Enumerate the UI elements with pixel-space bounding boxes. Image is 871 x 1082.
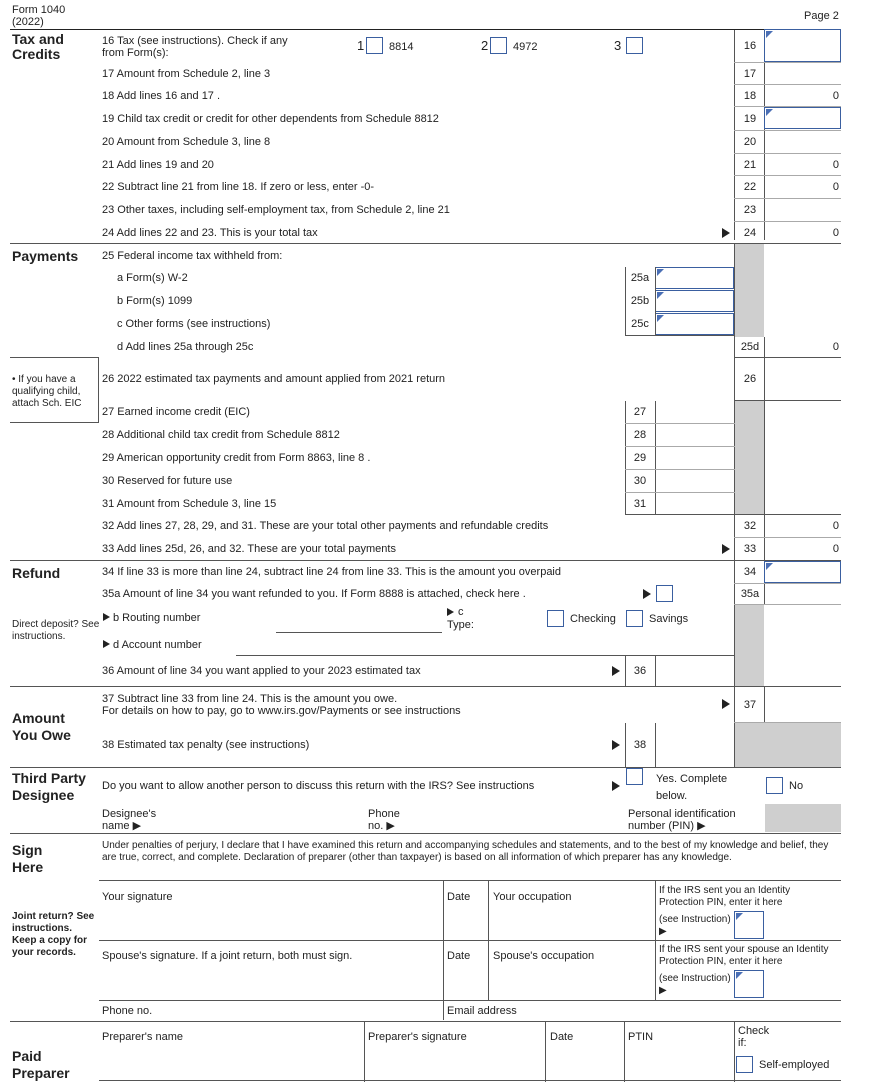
form-4972-label: 4972 <box>513 41 538 53</box>
spouse-date-label: Date <box>447 950 471 962</box>
ip-pin-input[interactable] <box>734 911 764 939</box>
line-25b-label: b Form(s) 1099 <box>117 295 193 307</box>
line-29-label: 29 American opportunity credit from Form 8863, line 8 . <box>102 452 371 464</box>
line-num-36: 36 <box>633 665 647 677</box>
spouse-ip-pin-label: If the IRS sent your spouse an Identity Protection PIN, enter it here <box>659 944 829 967</box>
line-num-30: 30 <box>633 475 647 487</box>
routing-arrow-icon <box>103 613 110 621</box>
phone-label: Phone no. <box>102 1005 153 1017</box>
designee-no-checkbox[interactable] <box>766 777 783 794</box>
spouse-occupation-label: Spouse's occupation <box>493 950 595 962</box>
eic-note: • If you have a qualifying child, attach Sch. EIC <box>12 374 82 409</box>
spouse-ip-pin-input[interactable] <box>734 970 764 998</box>
form-8814-checkbox[interactable] <box>366 37 383 54</box>
section-paid-preparer: Paid Preparer <box>12 1048 70 1081</box>
line-25d-label: d Add lines 25a through 25c <box>117 341 254 353</box>
line-22-value: 0 <box>832 181 839 193</box>
line-num-19: 19 <box>743 113 757 125</box>
ip-pin-see: (see Instruction) ▶ <box>659 914 731 937</box>
line-36-arrow-icon <box>612 666 620 676</box>
line-16-input[interactable] <box>764 29 841 62</box>
line-20-label: 20 Amount from Schedule 3, line 8 <box>102 136 271 148</box>
line-num-25a: 25a <box>630 272 650 284</box>
line-num-22: 22 <box>743 181 757 193</box>
form-check-1-label: 1 <box>357 38 365 53</box>
section-third-party: Third Party Designee <box>12 770 86 803</box>
account-number-label: d Account number <box>113 639 202 651</box>
line-num-38: 38 <box>633 739 647 751</box>
spouse-signature-label: Spouse's signature. If a joint return, both must sign. <box>102 950 353 962</box>
page-number: Page 2 <box>804 10 839 22</box>
line-25b-input[interactable] <box>655 290 734 312</box>
line-25a-label: a Form(s) W-2 <box>117 272 188 284</box>
line-18-value: 0 <box>832 90 839 102</box>
line-35a-arrow-icon <box>643 589 651 599</box>
line-num-17: 17 <box>743 68 757 80</box>
line-num-28: 28 <box>633 429 647 441</box>
ip-pin-label: If the IRS sent you an Identity Protection PIN, enter it here <box>659 885 791 908</box>
line-num-20: 20 <box>743 136 757 148</box>
self-employed-checkbox[interactable] <box>736 1056 753 1073</box>
line-19-label: 19 Child tax credit or credit for other dependents from Schedule 8812 <box>102 113 439 125</box>
line-num-25d: 25d <box>740 341 760 353</box>
line-num-25c: 25c <box>631 318 649 330</box>
line-num-21: 21 <box>743 159 757 171</box>
account-type-label: Type: <box>447 619 474 631</box>
form-8888-checkbox[interactable] <box>656 585 673 602</box>
line-num-25b: 25b <box>630 295 650 307</box>
checking-label: Checking <box>570 613 616 625</box>
line-34-label: 34 If line 33 is more than line 24, subtract line 24 from line 33. This is the amount you overpaid <box>102 566 561 578</box>
ptin-label: PTIN <box>628 1031 654 1043</box>
line-18-label: 18 Add lines 16 and 17 . <box>102 90 221 102</box>
form-check-3-label: 3 <box>614 38 622 53</box>
self-employed-label: Self-employed <box>759 1059 830 1071</box>
line-32-label: 32 Add lines 27, 28, 29, and 31. These are your total other payments and refundable credits <box>102 520 549 532</box>
line-num-27: 27 <box>633 406 647 418</box>
line-num-23: 23 <box>743 204 757 216</box>
type-arrow-icon <box>447 608 454 616</box>
designee-arrow-icon <box>612 781 620 791</box>
line-num-18: 18 <box>743 90 757 102</box>
line-38-arrow-icon <box>612 740 620 750</box>
form-4972-checkbox[interactable] <box>490 37 507 54</box>
line-38-label: 38 Estimated tax penalty (see instructions) <box>102 739 310 751</box>
line-35a-label: 35a Amount of line 34 you want refunded to you. If Form 8888 is attached, check here . <box>102 588 526 600</box>
routing-number-field[interactable] <box>276 632 442 633</box>
direct-deposit-note: Direct deposit? See instructions. <box>12 619 100 642</box>
perjury-declaration: Under penalties of perjury, I declare that I have examined this return and accompanying schedules and statements, and to the best of my knowledge and belief, they are true, correct, and complete. Declaration of preparer (other than taxpayer) is based on all information of which preparer has any knowledge. <box>102 840 829 863</box>
line-37-details: For details on how to pay, go to www.irs.gov/Payments or see instructions <box>102 705 461 717</box>
line-num-32: 32 <box>743 520 757 532</box>
email-label: Email address <box>447 1005 517 1017</box>
line-24-arrow-icon <box>722 228 730 238</box>
line-19-input[interactable] <box>764 107 841 129</box>
line-25-label: 25 Federal income tax withheld from: <box>102 250 283 262</box>
form-8814-label: 8814 <box>389 41 414 53</box>
line-21-label: 21 Add lines 19 and 20 <box>102 159 214 171</box>
line-17-label: 17 Amount from Schedule 2, line 3 <box>102 68 271 80</box>
section-sign-here: Sign Here <box>12 842 44 875</box>
line-21-value: 0 <box>832 159 839 171</box>
line-33-label: 33 Add lines 25d, 26, and 32. These are your total payments <box>102 543 396 555</box>
line-num-16: 16 <box>743 40 757 52</box>
designee-pin-label: Personal identification number (PIN) ▶ <box>628 808 736 832</box>
line-31-label: 31 Amount from Schedule 3, line 15 <box>102 498 277 510</box>
checking-checkbox[interactable] <box>547 610 564 627</box>
routing-number-label: b Routing number <box>113 612 201 624</box>
form-year: (2022) <box>12 16 44 28</box>
designee-yes-label: Yes. Complete below. <box>656 773 728 802</box>
line-30-label: 30 Reserved for future use <box>102 475 233 487</box>
line-num-33: 33 <box>743 543 757 555</box>
savings-label: Savings <box>649 613 689 625</box>
section-payments: Payments <box>12 248 79 264</box>
line-25d-value: 0 <box>832 341 839 353</box>
line-num-31: 31 <box>633 498 647 510</box>
line-33-arrow-icon <box>722 544 730 554</box>
line-24-value: 0 <box>832 227 839 239</box>
designee-yes-checkbox[interactable] <box>626 768 643 785</box>
line-num-34: 34 <box>743 566 757 578</box>
line-num-29: 29 <box>633 452 647 464</box>
designee-no-label: No <box>789 780 804 792</box>
line-33-value: 0 <box>832 543 839 555</box>
account-number-field[interactable] <box>236 655 735 656</box>
section-tax-credits: Tax and Credits <box>12 31 64 62</box>
section-amount-owe: Amount You Owe <box>12 710 71 743</box>
preparer-signature-label: Preparer's signature <box>368 1031 467 1043</box>
line-24-label: 24 Add lines 22 and 23. This is your total tax <box>102 227 318 239</box>
line-37-label: 37 Subtract line 33 from line 24. This is the amount you owe. <box>102 693 398 705</box>
your-occupation-label: Your occupation <box>493 891 572 903</box>
check-if-label: Check if: <box>738 1025 770 1049</box>
line-25c-label: c Other forms (see instructions) <box>117 318 271 330</box>
line-23-label: 23 Other taxes, including self-employment tax, from Schedule 2, line 21 <box>102 204 450 216</box>
line-34-input[interactable] <box>764 561 841 583</box>
line-num-37: 37 <box>743 699 757 711</box>
line-22-label: 22 Subtract line 21 from line 18. If zero or less, enter -0- <box>102 181 375 193</box>
line-26-label: 26 2022 estimated tax payments and amount applied from 2021 return <box>102 373 446 385</box>
preparer-name-label: Preparer's name <box>102 1031 183 1043</box>
spouse-ip-pin-see: (see Instruction) ▶ <box>659 973 731 996</box>
designee-question: Do you want to allow another person to discuss this return with the IRS? See instructions <box>102 780 535 792</box>
form-number: Form 1040 <box>12 4 66 16</box>
line-37-arrow-icon <box>722 699 730 709</box>
joint-return-note: Joint return? See instructions. Keep a copy for your records. <box>12 911 95 958</box>
line-num-24: 24 <box>743 227 757 239</box>
line-num-35a: 35a <box>740 588 760 600</box>
line-num-26: 26 <box>743 373 757 385</box>
line-32-value: 0 <box>832 520 839 532</box>
your-signature-label: Your signature <box>102 891 173 903</box>
date-label: Date <box>447 891 471 903</box>
line-28-label: 28 Additional child tax credit from Schedule 8812 <box>102 429 340 441</box>
line-25c-input[interactable] <box>655 313 734 335</box>
account-arrow-icon <box>103 640 110 648</box>
savings-checkbox[interactable] <box>626 610 643 627</box>
line-16-label: 16 Tax (see instructions). Check if any from Form(s): <box>102 35 288 59</box>
line-27-label: 27 Earned income credit (EIC) <box>102 406 250 418</box>
form-other-checkbox[interactable] <box>626 37 643 54</box>
account-type-c: c <box>458 606 464 618</box>
line-25a-input[interactable] <box>655 267 734 289</box>
designee-phone-label: Phone no. ▶ <box>368 808 400 832</box>
line-36-label: 36 Amount of line 34 you want applied to your 2023 estimated tax <box>102 665 421 677</box>
preparer-date-label: Date <box>550 1031 574 1043</box>
designee-name-label: Designee's name ▶ <box>102 808 157 832</box>
section-refund: Refund <box>12 565 61 581</box>
form-check-2-label: 2 <box>481 38 489 53</box>
